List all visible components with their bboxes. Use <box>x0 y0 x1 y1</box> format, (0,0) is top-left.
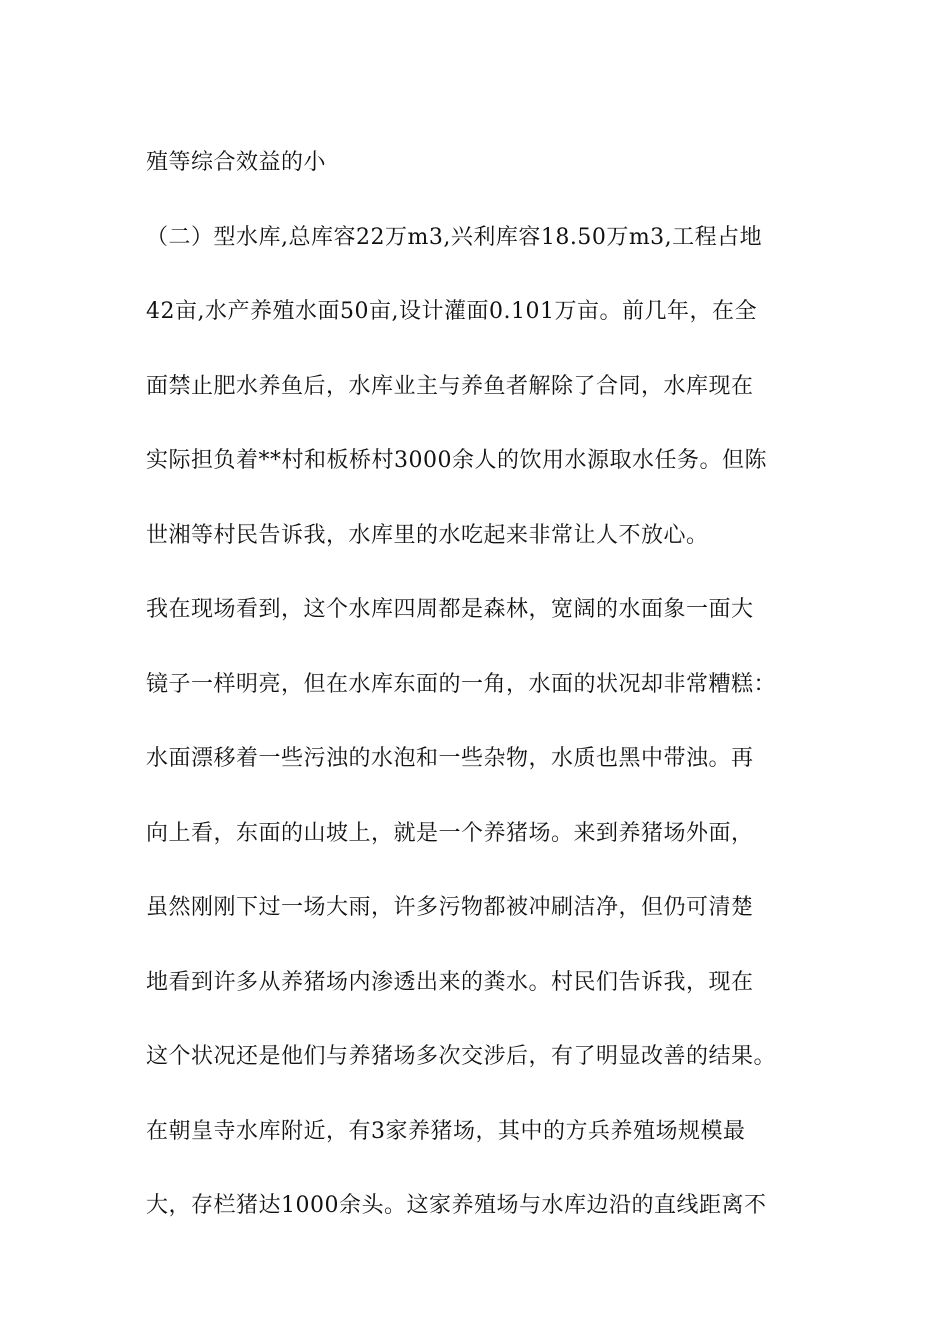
text-line-8: 镜子一样明亮，但在水库东面的一角，水面的状况却非常糟糕： <box>146 671 777 697</box>
text-line-3: 42亩,水产养殖水面50亩,设计灌面0.101万亩。前几年，在全 <box>146 299 757 324</box>
text-line-9: 水面漂移着一些污浊的水泡和一些杂物，水质也黑中带浊。再 <box>146 746 754 771</box>
body-text <box>146 126 816 1244</box>
text-line-7: 我在现场看到，这个水库四周都是森林，宽阔的水面象一面大 <box>146 597 754 622</box>
text-line-13: 这个状况还是他们与养猪场多次交涉后，有了明显改善的结果。 <box>146 1044 777 1069</box>
text-line-14: 在朝皇寺水库附近，有3家养猪场，其中的方兵养殖场规模最 <box>146 1118 746 1144</box>
text-line-2: （二）型水库,总库容22万m3,兴利库容18.50万m3,工程占地 <box>146 224 763 250</box>
text-line-6: 世湘等村民告诉我，水库里的水吃起来非常让人不放心。 <box>146 522 709 548</box>
text-line-5: 实际担负着**村和板桥村3000余人的饮用水源取水任务。但陈 <box>146 448 767 473</box>
text-line-15: 大，存栏猪达1000余头。这家养殖场与水库边沿的直线距离不 <box>146 1193 767 1218</box>
text-line-11: 虽然刚刚下过一场大雨，许多污物都被冲刷洁净，但仍可清楚 <box>146 895 754 920</box>
text-line-1: 殖等综合效益的小 <box>146 150 327 175</box>
text-line-10: 向上看，东面的山坡上，就是一个养猪场。来到养猪场外面， <box>146 820 754 846</box>
text-line-4: 面禁止肥水养鱼后，水库业主与养鱼者解除了合同，水库现在 <box>146 373 754 399</box>
text-line-12: 地看到许多从养猪场内渗透出来的粪水。村民们告诉我，现在 <box>146 969 754 995</box>
